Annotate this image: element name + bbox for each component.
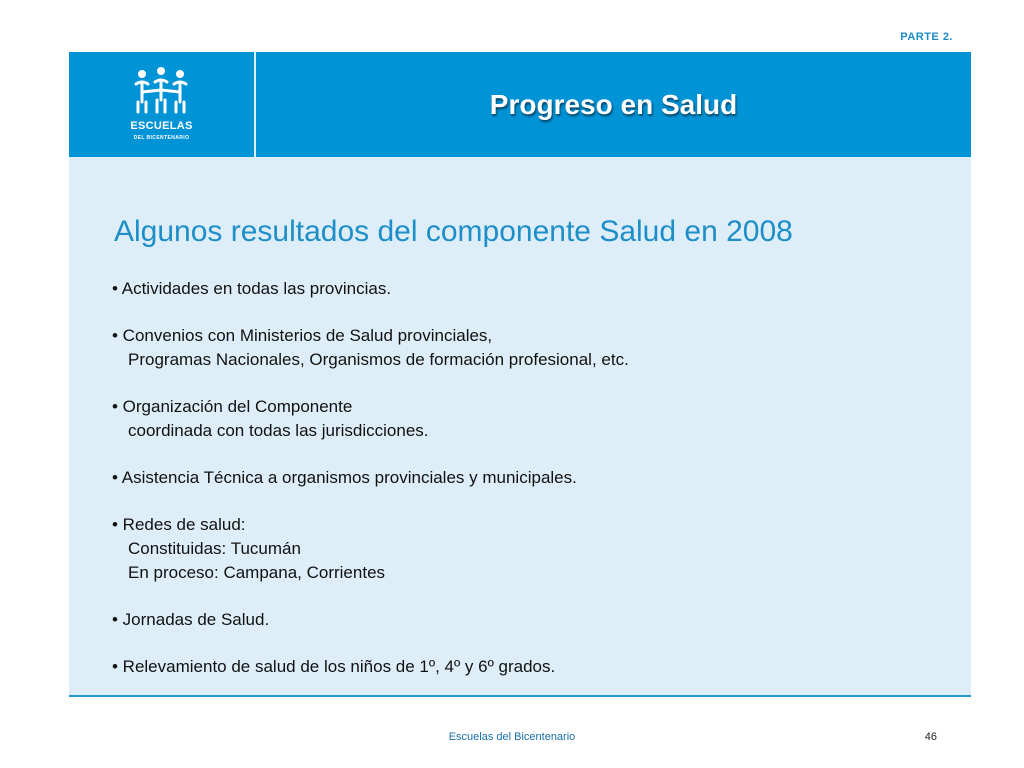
list-item [112, 324, 952, 372]
list-item [112, 513, 952, 585]
list-item [112, 608, 952, 632]
slide-header [69, 52, 971, 157]
footer-text: Escuelas del Bicentenario [448, 731, 576, 743]
bullet-list [112, 277, 952, 702]
bullet-text: • Relevamiento de salud de los niños de 1º, 4º y 6º grados. [112, 657, 556, 676]
list-item [112, 277, 952, 301]
section-label: PARTE 2. [900, 31, 953, 43]
content-panel [69, 157, 971, 697]
bullet-text: • Asistencia Técnica a organismos provinciales y municipales. [112, 468, 577, 487]
bullet-text: • Convenios con Ministerios de Salud provinciales, [112, 326, 493, 345]
children-figures-icon [132, 66, 190, 116]
page-number: 46 [924, 731, 937, 743]
bullet-text: • Actividades en todas las provincias. [112, 279, 392, 298]
logo-name: ESCUELAS [130, 120, 193, 132]
bullet-continuation: En proceso: Campana, Corrientes [128, 563, 386, 582]
bullet-text: • Jornadas de Salud. [112, 610, 270, 629]
logo-subtitle: DEL BICENTENARIO [133, 135, 190, 141]
logo [69, 52, 254, 157]
bullet-continuation: Programas Nacionales, Organismos de formación profesional, etc. [128, 350, 629, 369]
list-item [112, 395, 952, 443]
content-subtitle: Algunos resultados del componente Salud en 2008 [114, 215, 793, 248]
bullet-text: • Redes de salud: [112, 515, 246, 534]
list-item [112, 466, 952, 490]
list-item [112, 655, 952, 679]
bullet-continuation: Constituidas: Tucumán [128, 539, 301, 558]
bullet-text: • Organización del Componente [112, 397, 353, 416]
bullet-continuation: coordinada con todas las jurisdicciones. [128, 421, 429, 440]
slide-title: Progreso en Salud [489, 88, 738, 120]
